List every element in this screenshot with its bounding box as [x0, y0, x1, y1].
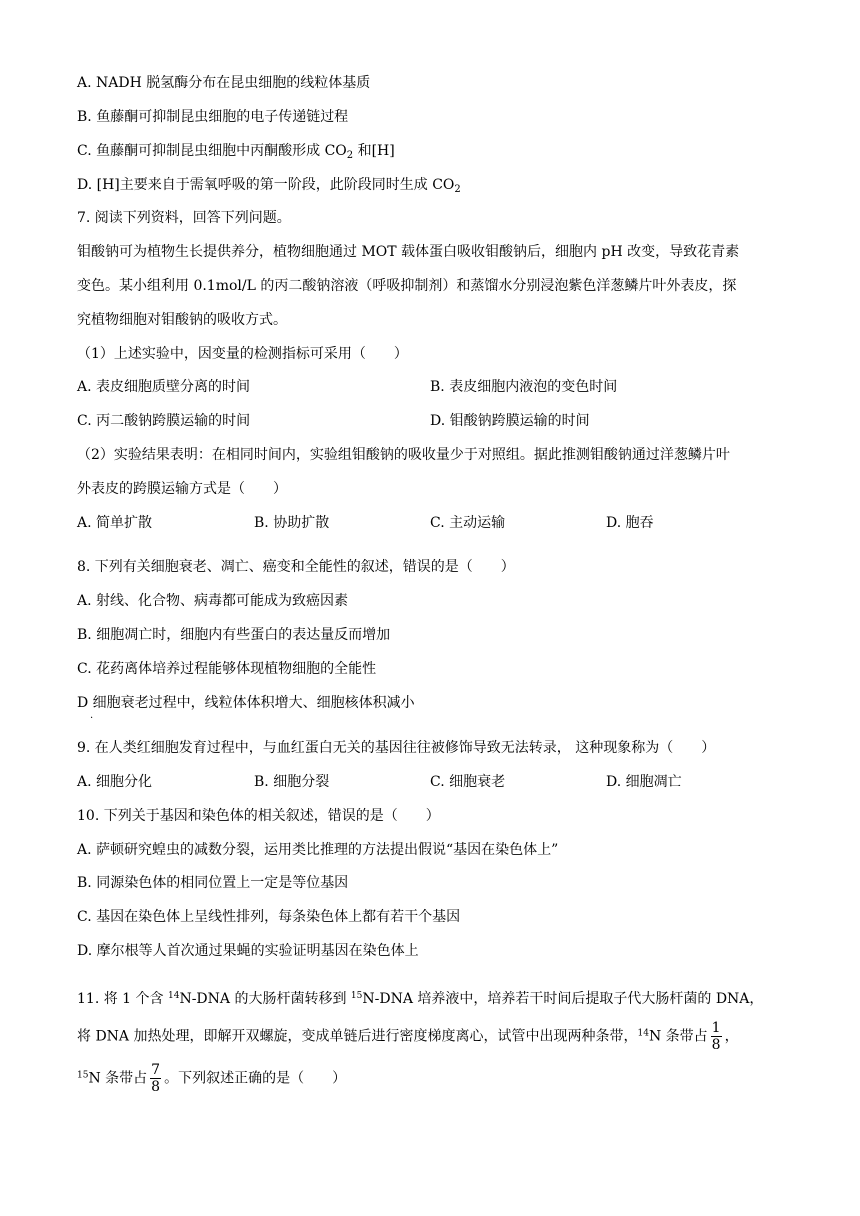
q6-option-a: A. NADH 脱氢酶分布在昆虫细胞的线粒体基质	[77, 75, 371, 91]
q11-sup-14: 14	[167, 991, 180, 1001]
q6-option-c-subscript: 2	[346, 150, 354, 161]
q7-stem: 7. 阅读下列资料，回答下列问题。	[77, 210, 291, 226]
q6-option-c-tail: 和[H]	[353, 143, 395, 159]
q8-option-d: D 细胞衰老过程中，线粒体体积增大、细胞核体积减小	[77, 695, 415, 711]
q7-sub1-stem: （1）上述实验中，因变量的检测指标可采用（ ）	[77, 346, 408, 362]
q6-option-c-text: C. 鱼藤酮可抑制昆虫细胞中丙酮酸形成 CO	[77, 143, 347, 159]
q11-fraction-2-numerator: 7	[151, 1062, 161, 1078]
q11-line-2-c: ，	[724, 1028, 739, 1045]
q11-line-2-a: 将 DNA 加热处理，即解开双螺旋，变成单链后进行密度梯度离心，试管中出现两种条带，	[77, 1028, 638, 1045]
q7-material-line-3: 究植物细胞对钼酸钠的吸收方式。	[77, 312, 287, 328]
q11-fraction-1-numerator: 1	[711, 1020, 721, 1036]
q11-line-3-c: 。下列叙述正确的是（ ）	[164, 1070, 347, 1087]
q7-sub1-row-2	[77, 411, 590, 431]
q7-sub1-option-d: D. 钼酸钠跨膜运输的时间	[430, 413, 590, 429]
q6-option-d-text: D. [H]主要来自于需氧呼吸的第一阶段，此阶段同时生成 CO	[77, 177, 455, 193]
q10-option-d: D. 摩尔根等人首次通过果蝇的实验证明基因在染色体上	[77, 943, 419, 959]
q10-option-a: A. 萨顿研究蝗虫的减数分裂，运用类比推理的方法提出假说“基因在染色体上”	[77, 842, 559, 858]
q7-sub1-option-a: A. 表皮细胞质壁分离的时间	[77, 379, 251, 395]
q11-fraction-1-denominator: 8	[711, 1037, 721, 1053]
q11-line-3-sup-15: 15	[77, 1070, 89, 1081]
q7-sub2-stem-line-1: （2）实验结果表明：在相同时间内，实验组钼酸钠的吸收量少于对照组。据此推测钼酸钠通过洋葱鳞片叶	[77, 447, 730, 463]
q11-line-1	[77, 986, 763, 1009]
q8-stem: 8. 下列有关细胞衰老、凋亡、癌变和全能性的叙述，错误的是（ ）	[77, 559, 515, 575]
q7-material-line-1: 钼酸钠可为植物生长提供养分，植物细胞通过 MOT 载体蛋白吸收钼酸钠后，细胞内 pH 改变，导致花青素	[77, 244, 740, 260]
q11-line-1-b: N-DNA 的大肠杆菌转移到	[179, 991, 351, 1007]
q8-option-c: C. 花药离体培养过程能够体现植物细胞的全能性	[77, 661, 377, 677]
q9-option-a: A. 细胞分化	[77, 774, 153, 790]
q11-line-1-a: 11. 将 1 个含	[77, 991, 168, 1007]
q10-option-c: C. 基因在染色体上呈线性排列，每条染色体上都有若干个基因	[77, 909, 461, 925]
q8-option-b: B. 细胞凋亡时，细胞内有些蛋白的表达量反而增加	[77, 627, 391, 643]
q11-fraction-2-denominator: 8	[151, 1079, 161, 1095]
q10-option-b: B. 同源染色体的相同位置上一定是等位基因	[77, 875, 349, 891]
q9-option-b: B. 细胞分裂	[254, 774, 330, 790]
q11-line-3	[77, 1062, 346, 1095]
q7-sub2-option-d: D. 胞吞	[606, 515, 654, 531]
q7-material-line-2: 变色。某小组利用 0.1mol/L 的丙二酸钠溶液（呼吸抑制剂）和蒸馏水分别浸泡紫色洋葱鳞片叶外表皮，探	[77, 278, 737, 294]
q9-option-d: D. 细胞凋亡	[606, 774, 682, 790]
q11-line-3-b: N 条带占	[88, 1070, 148, 1087]
q7-sub2-options	[77, 513, 654, 533]
q10-stem: 10. 下列关于基因和染色体的相关叙述，错误的是（ ）	[77, 808, 440, 824]
q7-sub2-option-c: C. 主动运输	[430, 515, 506, 531]
q7-sub1-option-c: C. 丙二酸钠跨膜运输的时间	[77, 413, 251, 429]
q8-option-a: A. 射线、化合物、病毒都可能成为致癌因素	[77, 593, 349, 609]
q6-option-d-subscript: 2	[454, 184, 461, 195]
q11-line-2-b: N 条带占	[648, 1028, 708, 1045]
q11-sup-15: 15	[350, 991, 363, 1001]
q11-line-2	[77, 1020, 739, 1053]
q6-option-c	[77, 141, 395, 166]
q7-sub2-stem-line-2: 外表皮的跨膜运输方式是（ ）	[77, 481, 287, 497]
q11-fraction-seven-eighths	[150, 1062, 161, 1095]
q11-line-1-c: N-DNA 培养液中，培养若干时间后提取子代大肠杆菌的 DNA，	[362, 991, 764, 1007]
q11-fraction-one-eighth	[711, 1020, 722, 1053]
q9-stem: 9. 在人类红细胞发育过程中，与血红蛋白无关的基因往往被修饰导致无法转录， 这种现象称为（ ）	[77, 740, 716, 756]
q7-sub2-option-a: A. 简单扩散	[77, 515, 153, 531]
q7-sub1-row-1	[77, 377, 618, 397]
q7-sub1-option-b: B. 表皮细胞内液泡的变色时间	[430, 379, 618, 395]
q9-options	[77, 772, 682, 792]
q7-sub2-option-b: B. 协助扩散	[254, 515, 330, 531]
q6-option-d	[77, 175, 461, 200]
q9-option-c: C. 细胞衰老	[430, 774, 506, 790]
q6-option-b: B. 鱼藤酮可抑制昆虫细胞的电子传递链过程	[77, 109, 349, 125]
q8-option-d-dot: .	[90, 710, 94, 721]
q11-line-2-sup-14: 14	[637, 1028, 649, 1039]
